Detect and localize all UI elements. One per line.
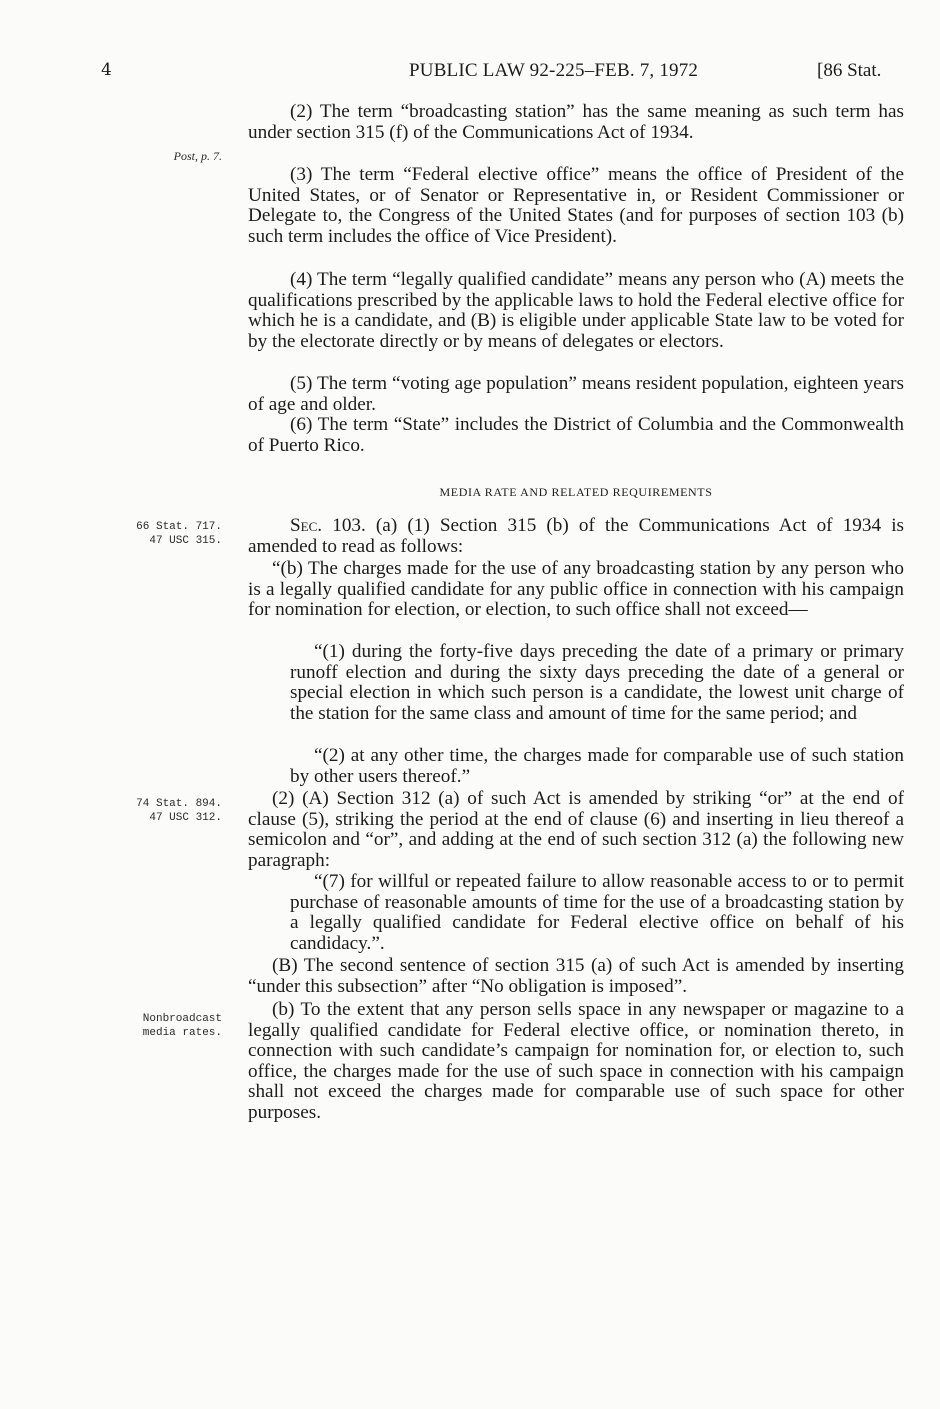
definition-3: (3) The term “Federal elective office” means the office of President of the United States, or of Senator or Representative in, or Resident Commissioner or Delegate to, the Congress of the United States (and for purposes of section 103 (b) such term includes the office of Vice President). bbox=[248, 164, 904, 247]
margin-note-66-stat: 66 Stat. 717. 47 USC 315. bbox=[136, 521, 222, 547]
section-315b-text: “(b) The charges made for the use of any broadcasting station by any person who is a legally qualified candidate for any public office in connection with his campaign for nomination for election, or election, to such office shall not exceed— bbox=[248, 558, 904, 621]
section-label: Sec. bbox=[290, 515, 323, 536]
definition-2: (2) The term “broadcasting station” has the same meaning as such term has under section 315 (f) of the Communications Act of 1934. bbox=[248, 101, 904, 143]
clause-1: “(1) during the forty-five days preceding the date of a primary or primary runoff election and during the sixty days preceding the date of a general or special election in which such person is a candidate, the lowest unit charge of the station for the same class and amount of time for the same period; and bbox=[290, 641, 904, 724]
definition-5: (5) The term “voting age population” means resident population, eighteen years of age and older. bbox=[248, 373, 904, 415]
page-number: 4 bbox=[101, 60, 112, 80]
section-103-intro: Sec. 103. (a) (1) Section 315 (b) of the Communications Act of 1934 is amended to read as follows: bbox=[248, 515, 904, 557]
section-heading: MEDIA RATE AND RELATED REQUIREMENTS bbox=[439, 485, 713, 499]
margin-note-nonbroadcast: Nonbroadcast media rates. bbox=[142, 1013, 222, 1039]
section-315a-amendment: (B) The second sentence of section 315 (a) of such Act is amended by inserting “under this subsection” after “No obligation is imposed”. bbox=[248, 955, 904, 997]
paragraph-7: “(7) for willful or repeated failure to allow reasonable access to or to permit purchase of reasonable amounts of time for the use of a broadcasting station by a legally qualified candidate for Federal elective office on behalf of his candidacy.”. bbox=[290, 871, 904, 954]
nonbroadcast-media-rates: (b) To the extent that any person sells space in any newspaper or magazine to a legally qualified candidate for Federal elective office, or nomination thereto, in connection with such candidate’s campaign for nomination for, or election to, such office, the charges made for the use of such space in connection with his campaign shall not exceed the charges made for comparable use of such space for other purposes. bbox=[248, 999, 904, 1123]
definition-4: (4) The term “legally qualified candidate” means any person who (A) meets the qualifications prescribed by the applicable laws to hold the Federal elective office for which he is a candidate, and (B) is eligible under applicable State law to be voted for by the electorate directly or by means of delegates or electors. bbox=[248, 269, 904, 352]
definition-6: (6) The term “State” includes the District of Columbia and the Commonwealth of Puerto Rico. bbox=[248, 414, 904, 456]
section-312a-amendment: (2) (A) Section 312 (a) of such Act is amended by striking “or” at the end of clause (5), striking the period at the end of clause (6) and inserting in lieu thereof a semicolon and “or”, and adding at the end of such section 312 (a) the following new paragraph: bbox=[248, 788, 904, 871]
statute-reference: [86 Stat. bbox=[817, 60, 882, 81]
margin-note-74-stat: 74 Stat. 894. 47 USC 312. bbox=[136, 798, 222, 824]
running-title: PUBLIC LAW 92-225–FEB. 7, 1972 bbox=[409, 60, 699, 81]
margin-note-post: Post, p. 7. bbox=[173, 149, 222, 163]
clause-2: “(2) at any other time, the charges made for comparable use of such station by other users thereof.” bbox=[290, 745, 904, 787]
page-header bbox=[0, 60, 940, 82]
